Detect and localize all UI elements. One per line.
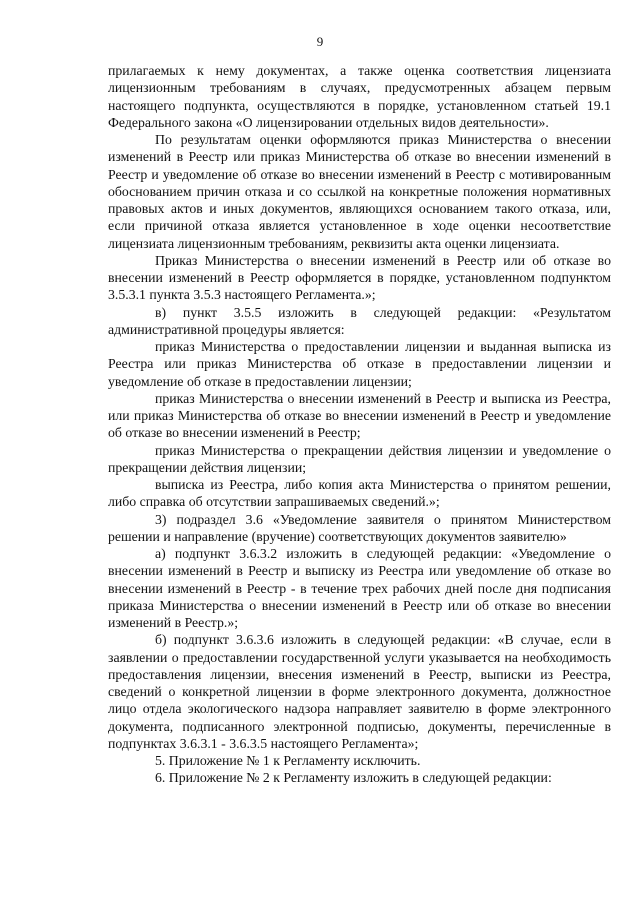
paragraph: в) пункт 3.5.5 изложить в следующей редакции: «Результатом административной процедуры является: bbox=[108, 304, 611, 337]
paragraph: б) подпункт 3.6.3.6 изложить в следующей редакции: «В случае, если в заявлении о предоставлении государственной услуги указывается на необходимость предоставления лицензии, внесения изменений в Реестр, выписки из Реестра, сведений о конкретной лицензии в форме электронного документа, должностное лицо отдела экологического надзора направляет заявителю в форме электронного документа, подписанного электронной подписью, документы, перечисленные в подпунктах 3.6.3.1 - 3.6.3.5 настоящего Регламента»; bbox=[108, 632, 611, 751]
paragraph: выписка из Реестра, либо копия акта Министерства о принятом решении, либо справка об отсутствии запрашиваемых сведений.»; bbox=[108, 477, 611, 510]
paragraph: приказ Министерства о прекращении действия лицензии и уведомление о прекращении действия лицензии; bbox=[108, 442, 611, 475]
paragraph: приказ Министерства о внесении изменений в Реестр и выписка из Реестра, или приказ Министерства об отказе во внесении изменений в Реестр и уведомление об отказе во внесении изменений в Реестр; bbox=[108, 390, 611, 441]
page-number: 9 bbox=[316, 34, 324, 49]
paragraph: 6. Приложение № 2 к Регламенту изложить в следующей редакции: bbox=[155, 770, 552, 786]
paragraph: По результатам оценки оформляются приказ Министерства о внесении изменений в Реестр или приказ Министерства об отказе во внесении изменений в Реестр и уведомление об отказе во внесении изменений в Реестр с мотивированным обоснованием причин отказа и со ссылкой на конкретные положения нормативных правовых актов и иных документов, являющихся основанием такого отказа, или, если причиной отказа является установленное в ходе оценки несоответствие лицензиата лицензионным требованиям, реквизиты акта оценки лицензиата. bbox=[108, 132, 611, 251]
paragraph: приказ Министерства о предоставлении лицензии и выданная выписка из Реестра или приказ Министерства об отказе в предоставлении лицензии и уведомление об отказе в предоставлении лицензии; bbox=[108, 339, 611, 389]
paragraph: 5. Приложение № 1 к Регламенту исключить. bbox=[155, 753, 421, 768]
paragraph: 3) подраздел 3.6 «Уведомление заявителя о принятом Министерством решении и направление (вручение) соответствующих документов заявителю» bbox=[108, 511, 611, 544]
paragraph: Приказ Министерства о внесении изменений в Реестр или об отказе во внесении изменений в Реестр оформляется в порядке, установленном подпунктом 3.5.3.1 пункта 3.5.3 настоящего Регламента.»; bbox=[108, 252, 611, 303]
document-body bbox=[108, 62, 611, 787]
paragraph: прилагаемых к нему документах, а также оценка соответствия лицензиата лицензионным требованиям в случаях, предусмотренных абзацем первым настоящего подпункта, осуществляются в порядке, установленном статьей 19.1 Федерального закона «О лицензировании отдельных видов деятельности». bbox=[108, 63, 611, 130]
paragraph: а) подпункт 3.6.3.2 изложить в следующей редакции: «Уведомление о внесении изменений в Реестр и выписку из Реестра или уведомление об отказе во внесении изменений в Реестр - в течение трех рабочих дней после дня подписания приказа Министерства о внесении изменений в Реестр или об отказе во внесении изменений в Реестр.»; bbox=[108, 546, 611, 630]
